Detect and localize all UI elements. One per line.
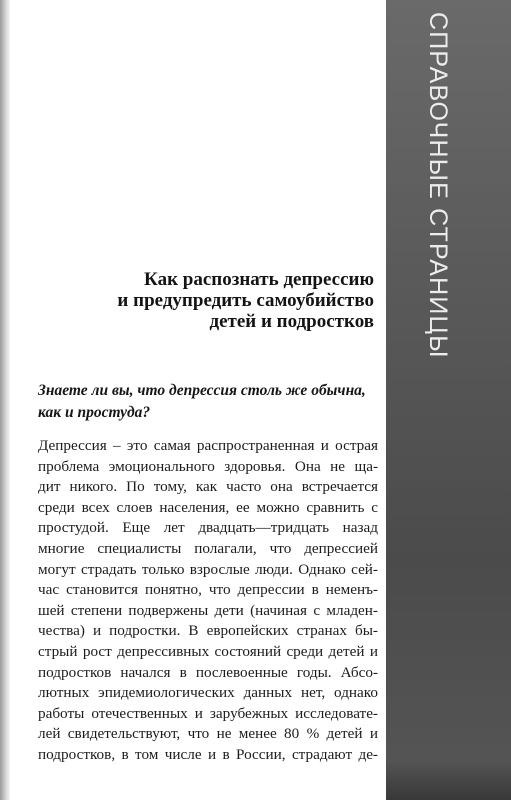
page-gutter-edge xyxy=(0,0,10,800)
body-line: чества) и подростки. В европейских странах бы- xyxy=(38,622,378,640)
body-line: могут страдать только взрослые люди. Однако сей- xyxy=(38,560,378,578)
body-line: среди всех слоев населения, ее можно сравнить с xyxy=(38,498,378,516)
body-line: час становится понятно, что депрессии в неменъ- xyxy=(38,581,378,599)
heading-line: Как распознать депрессию xyxy=(144,269,374,290)
body-line: простудой. Еще лет двадцать—тридцать назад xyxy=(38,519,378,537)
subtitle-line: Знаете ли вы, что депрессия столь же обычна, xyxy=(38,382,366,399)
body-line: проблема эмоционального здоровья. Она не ща- xyxy=(38,457,378,475)
body-line: стрый рост депрессивных состояний среди детей и xyxy=(38,642,378,660)
article-heading xyxy=(40,269,374,332)
body-paragraph xyxy=(38,436,378,766)
body-line: многие специалисты полагали, что депрессией xyxy=(38,539,378,557)
subtitle-line: как и простуда? xyxy=(38,404,151,421)
body-line: работы отечественных и зарубежных исследовате- xyxy=(38,704,378,722)
heading-line: и предупредить самоубийство xyxy=(117,290,374,311)
body-line: шей степени подвержены дети (начиная с младен- xyxy=(38,601,378,619)
band-shadow xyxy=(386,760,511,800)
heading-line: детей и подростков xyxy=(209,311,374,332)
body-line: Депрессия – это самая распространенная и острая xyxy=(38,437,378,454)
body-line: подростков, в том числе и в России, страдают де- xyxy=(38,745,378,763)
body-line: дит никого. По тому, как часто она встречается xyxy=(38,478,378,496)
article-subtitle xyxy=(38,380,378,424)
body-line: лей свидетельствуют, что не менее 80 % детей и xyxy=(38,725,378,743)
section-title-vertical: СПРАВОЧНЫЕ СТРАНИЦЫ xyxy=(424,12,452,359)
body-line: подростков начался в послевоенные годы. Абсо- xyxy=(38,663,378,681)
body-line: лютных эпидемиологических данных нет, однако xyxy=(38,684,378,702)
